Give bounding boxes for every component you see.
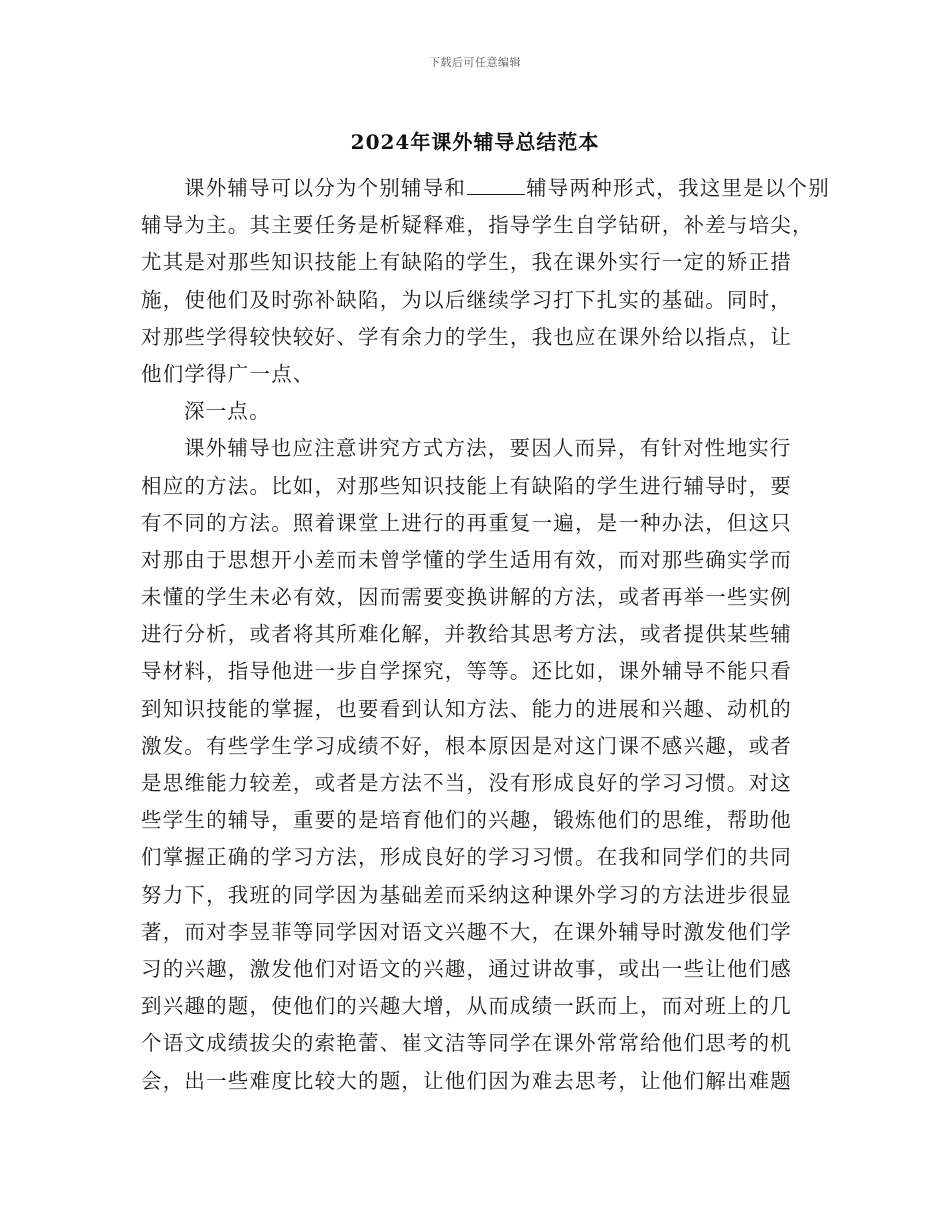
line-text: 辅导两种形式，我这里是以个别 [526, 176, 830, 200]
paragraph-line: 个语文成绩拔尖的索艳蕾、崔文洁等同学在课外常常给他们思考的机 [141, 1031, 792, 1056]
paragraph-line: 对那由于思想开小差而未曾学懂的学生适用有效，而对那些确实学而 [141, 547, 792, 572]
paragraph-line: 深一点。 [184, 399, 271, 424]
header-note: 下载后可任意编辑 [429, 56, 521, 69]
paragraph-line: 未懂的学生未必有效，因而需要变换讲解的方法，或者再举一些实例 [141, 585, 792, 610]
paragraph-line: 相应的方法。比如，对那些知识技能上有缺陷的学生进行辅导时，要 [141, 473, 792, 498]
paragraph-line: 们掌握正确的学习方法，形成良好的学习习惯。在我和同学们的共同 [141, 845, 792, 870]
paragraph-line: 他们学得广一点、 [141, 361, 315, 386]
document-title: 2024年课外辅导总结范本 [350, 130, 600, 154]
paragraph-line: 努力下，我班的同学因为基础差而采纳这种课外学习的方法进步很显 [141, 882, 792, 907]
paragraph-line: 进行分析，或者将其所难化解，并教给其思考方法，或者提供某些辅 [141, 622, 792, 647]
paragraph-line: 辅导为主。其主要任务是析疑释难，指导学生自学钻研，补差与培尖， [141, 213, 814, 238]
paragraph-line: 会，出一些难度比较大的题，让他们因为难去思考，让他们解出难题 [141, 1068, 792, 1093]
paragraph-line: 些学生的辅导，重要的是培育他们的兴趣，锻炼他们的思维，帮助他 [141, 808, 792, 833]
document-body [141, 170, 830, 1100]
paragraph-line: 是思维能力较差，或者是方法不当，没有形成良好的学习习惯。对这 [141, 771, 792, 795]
paragraph-line: 著，而对李昱菲等同学因对语文兴趣不大，在课外辅导时激发他们学 [141, 919, 792, 944]
paragraph-line: 有不同的方法。照着课堂上进行的再重复一遍，是一种办法，但这只 [141, 510, 792, 535]
paragraph-line [141, 170, 830, 207]
fill-in-blank [467, 172, 525, 195]
paragraph-line: 导材料，指导他进一步自学探究，等等。还比如，课外辅导不能只看 [141, 659, 792, 684]
paragraph-line: 激发。有些学生学习成绩不好，根本原因是对这门课不感兴趣，或者 [141, 733, 792, 758]
paragraph-line: 尤其是对那些知识技能上有缺陷的学生，我在课外实行一定的矫正措 [141, 250, 792, 275]
paragraph-line: 课外辅导也应注意讲究方式方法，要因人而异，有针对性地实行 [184, 436, 792, 461]
paragraph-line: 习的兴趣，激发他们对语文的兴趣，通过讲故事，或出一些让他们感 [141, 956, 792, 981]
paragraph-line: 对那些学得较快较好、学有余力的学生，我也应在课外给以指点，让 [141, 324, 792, 349]
paragraph-line: 到知识技能的掌握，也要看到认知方法、能力的进展和兴趣、动机的 [141, 696, 792, 721]
paragraph-line: 施，使他们及时弥补缺陷，为以后继续学习打下扎实的基础。同时， [141, 287, 792, 312]
paragraph-line: 到兴趣的题，使他们的兴趣大增，从而成绩一跃而上，而对班上的几 [141, 994, 792, 1019]
line-text: 课外辅导可以分为个别辅导和 [184, 176, 467, 200]
